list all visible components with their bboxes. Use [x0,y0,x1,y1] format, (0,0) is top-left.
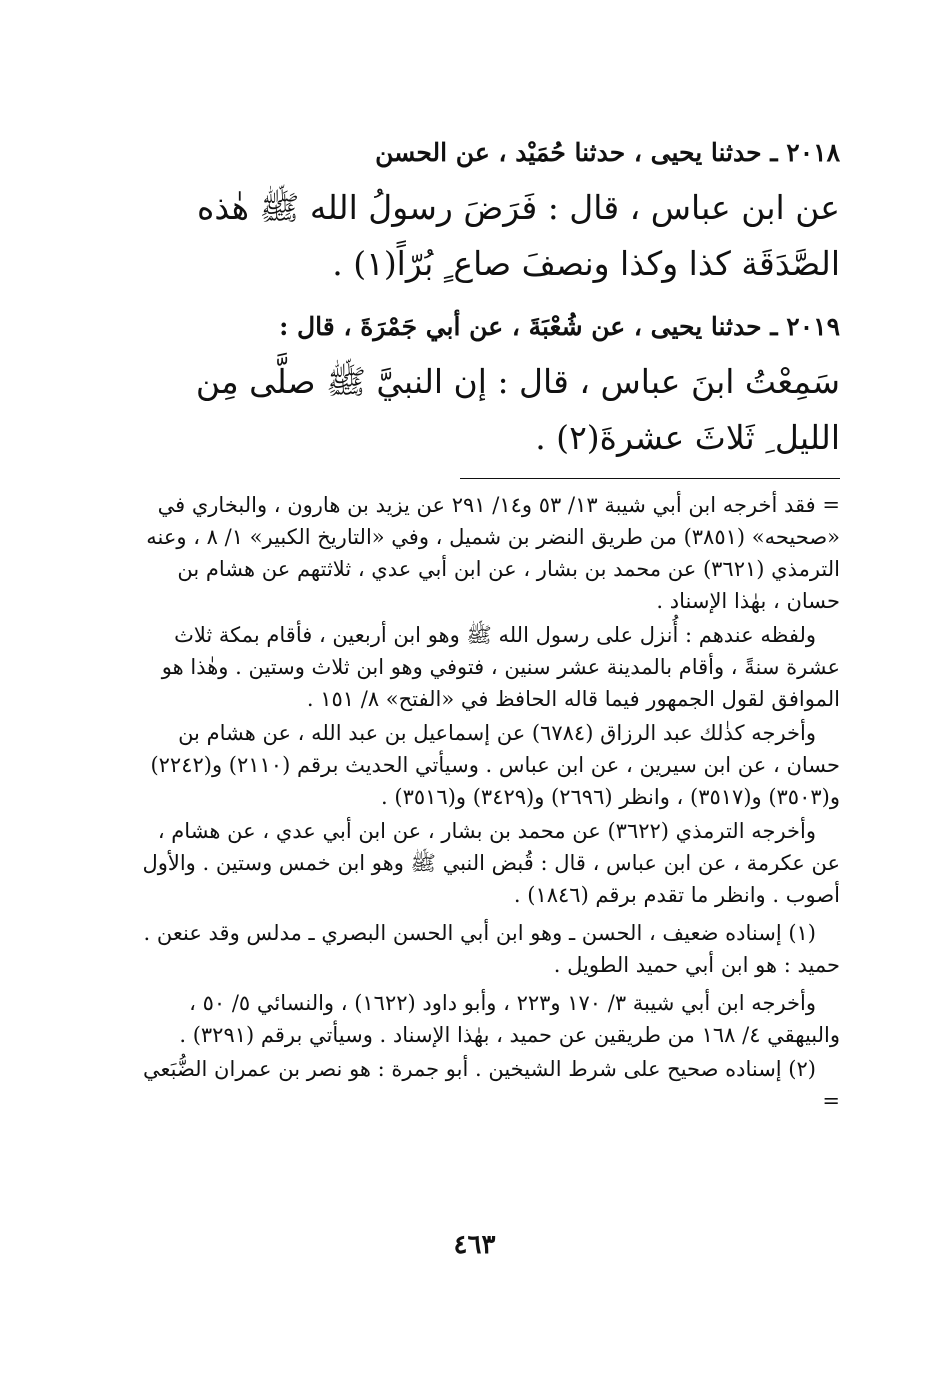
footnote-paragraph: ولفظه عندهم : أُنزل على رسول الله ﷺ وهو ابن أربعين ، فأقام بمكة ثلاث عشرة سنةً ، وأقام بالمدينة عشر سنين ، فتوفي وهو ابن ثلاث وستين . وهٰذا هو الموافق لقول الجمهور فيما قاله الحافظ في «الفتح» ٨/ ١٥١ . [161,623,840,711]
hadith-2019-text: سَمِعْتُ ابنَ عباس ، قال : إن النبيَّ ﷺ صلَّى مِن الليل ِ ثَلاثَ عشرةَ(٢) . [195,362,840,457]
hadith-2019 [140,304,840,466]
hadith-2019-chain: ٢٠١٩ ـ حدثنا يحيى ، عن شُعْبَةَ ، عن أبي جَمْرَةَ ، قال : [279,312,840,341]
footnote-continuation: = فقد أخرجه ابن أبي شيبة ١٣/ ٥٣ و١٤/ ٢٩١ عن يزيد بن هارون ، والبخاري في «صحيحه» (٣٨٥١) من طريق النضر بن شميل ، وفي «التاريخ الكبير» ١/ ٨ ، وعنه الترمذي (٣٦٢١) عن محمد بن بشار ، عن ابن أبي عدي ، ثلاثتهم عن هشام بن حسان ، بهٰذا الإسناد . [146,493,840,613]
footnote-2: (٢) إسناده صحيح على شرط الشيخين . أبو جمرة : هو نصر بن عمران الضُّبَعي = [142,1057,840,1113]
footnote-paragraph: وأخرجه كذٰلك عبد الرزاق (٦٧٨٤) عن إسماعيل بن عبد الله ، عن هشام بن حسان ، عن ابن سيرين ، عن ابن عباس . وسيأتي الحديث برقم (٢١١٠) و(٢٢٤٢) و(٣٥٠٣) و(٣٥١٧) ، وانظر (٢٦٩٦) و(٣٤٢٩) و(٣٥١٦) . [150,721,840,809]
footnote-1: (١) إسناده ضعيف ، الحسن ـ وهو ابن أبي الحسن البصري ـ مدلس وقد عنعن . حميد : هو ابن أبي حميد الطويل . [143,921,840,977]
page-content [140,130,840,1119]
hadith-2018 [140,130,840,292]
hadith-2018-text: عن ابن عباس ، قال : فَرَضَ رسولُ الله ﷺ هٰذه الصَّدَقَة كذا وكذا ونصفَ صاع ٍ بُرّاً(١) . [197,188,840,283]
footnotes [140,489,840,1117]
hadith-2018-chain: ٢٠١٨ ـ حدثنا يحيى ، حدثنا حُمَيْد ، عن الحسن [375,138,840,167]
page-number: ٤٦٣ [453,1230,496,1260]
footnote-divider [460,478,840,479]
footnote-paragraph: وأخرجه ابن أبي شيبة ٣/ ١٧٠ و٢٢٣ ، وأبو داود (١٦٢٢) ، والنسائي ٥/ ٥٠ ، والبيهقي ٤/ ١٦٨ من طريقين عن حميد ، بهٰذا الإسناد . وسيأتي برقم (٣٢٩١) . [179,991,840,1047]
footnote-paragraph: وأخرجه الترمذي (٣٦٢٢) عن محمد بن بشار ، عن ابن أبي عدي ، عن هشام ، عن عكرمة ، عن ابن عباس ، قال : قُبض النبي ﷺ وهو ابن خمس وستين . والأول أصوب . وانظر ما تقدم برقم (١٨٤٦) . [142,819,840,907]
